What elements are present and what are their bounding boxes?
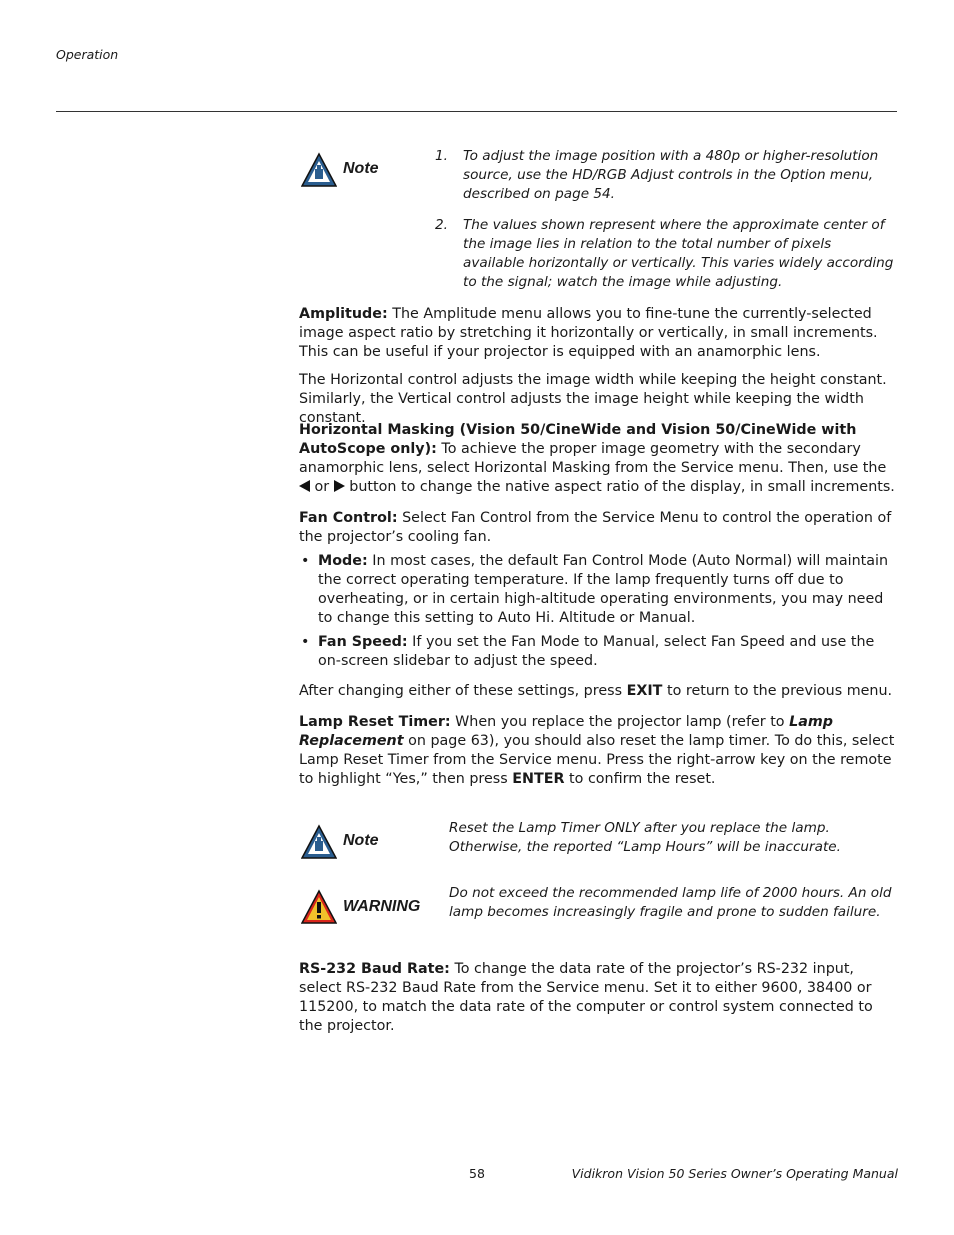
rs232-term: RS-232 Baud Rate: bbox=[299, 961, 450, 977]
fan-speed-text: If you set the Fan Mode to Manual, select Fan Speed and use the on-screen slidebar to adjust the speed. bbox=[318, 634, 875, 669]
amplitude-term: Amplitude: bbox=[299, 306, 388, 322]
page-number: 58 bbox=[469, 1166, 485, 1181]
fan-speed-term: Fan Speed: bbox=[318, 634, 408, 650]
rs232-text: To change the data rate of the projector’s RS-232 input, select RS-232 Baud Rate from the Service menu. Set it to either 9600, 38400 or 115200, to match the data rate of the computer or control system connected to the projector. bbox=[299, 961, 873, 1034]
horizontal-vertical-paragraph: The Horizontal control adjusts the image width while keeping the height constant. Similarly, the Vertical control adjusts the image height while keeping the width constant. bbox=[299, 372, 887, 426]
enter-key: ENTER bbox=[512, 771, 565, 787]
fan-control-paragraph bbox=[299, 509, 899, 547]
fan-control-term: Fan Control: bbox=[299, 510, 398, 526]
warning-label: WARNING bbox=[343, 898, 421, 915]
section-header: Operation bbox=[56, 47, 119, 62]
fan-mode-text: In most cases, the default Fan Control Mode (Auto Normal) will maintain the correct operating temperature. If the lamp frequently turns off due to overheating, or in certain high-altitude operating environments, you may need to change this setting to Auto Hi. Altitude or Manual. bbox=[318, 553, 889, 626]
bullet-dot: • bbox=[301, 634, 310, 650]
warning-text: Do not exceed the recommended lamp life of 2000 hours. An old lamp becomes increasingly fragile and prone to sudden failure. bbox=[449, 885, 892, 920]
note-item-text: The values shown represent where the approximate center of the image lies in relation to the total number of pixels available horizontally or vertically. This varies widely according to the signal; watch the image while adjusting. bbox=[463, 217, 894, 290]
note-list-1 bbox=[435, 147, 894, 292]
fan-after-text-a: After changing either of these settings, press bbox=[299, 683, 627, 699]
bullet-dot: • bbox=[301, 553, 310, 569]
note-item-text: To adjust the image position with a 480p or higher-resolution source, use the HD/RGB Adjust controls in the Option menu, described on page 54. bbox=[463, 148, 879, 202]
note-callout-2 bbox=[301, 824, 337, 864]
exit-key: EXIT bbox=[626, 683, 663, 699]
note-label-1: Note bbox=[343, 160, 379, 177]
fan-bullet-speed bbox=[299, 633, 899, 671]
horizontal-masking-text-b: button to change the native aspect ratio of the display, in small increments. bbox=[344, 479, 895, 495]
lamp-reset-paragraph bbox=[299, 713, 899, 789]
header-rule bbox=[56, 111, 897, 112]
lamp-reset-text-b: on page 63), you should also reset the lamp timer. To do this, select Lamp Reset Timer from the Service menu. Press the right-arrow key on the remote to highlight “Yes,” then press bbox=[299, 733, 895, 787]
lamp-reset-term: Lamp Reset Timer: bbox=[299, 714, 451, 730]
horizontal-masking-paragraph bbox=[299, 421, 899, 497]
note-item-number: 1. bbox=[435, 148, 448, 164]
note-callout-1 bbox=[301, 152, 337, 192]
warning-callout bbox=[301, 889, 337, 929]
amplitude-paragraph bbox=[299, 305, 899, 362]
left-arrow-icon bbox=[299, 480, 310, 492]
fan-after-text-b: to return to the previous menu. bbox=[662, 683, 893, 699]
note-item-number: 2. bbox=[435, 217, 448, 233]
note-label-2: Note bbox=[343, 832, 379, 849]
right-arrow-icon bbox=[334, 480, 345, 492]
amplitude-text: The Amplitude menu allows you to fine-tune the currently-selected image aspect ratio by stretching it horizontally or vertically, in small increments. This can be useful if your projector is equipped with an anamorphic lens. bbox=[299, 306, 878, 360]
warning-icon bbox=[301, 889, 337, 925]
lamp-replacement-link[interactable]: Lamp Replacement bbox=[299, 714, 833, 749]
horizontal-masking-or: or bbox=[310, 479, 334, 495]
lamp-reset-text-a: When you replace the projector lamp (refer to bbox=[450, 714, 790, 730]
note-item bbox=[435, 216, 894, 292]
fan-control-text: Select Fan Control from the Service Menu to control the operation of the projector’s cooling fan. bbox=[299, 510, 892, 545]
rs232-paragraph bbox=[299, 960, 899, 1036]
horizontal-masking-text-a: To achieve the proper image geometry with the secondary anamorphic lens, select Horizontal Masking from the Service menu. Then, use the bbox=[299, 441, 887, 476]
fan-bullet-mode bbox=[299, 552, 899, 628]
note-icon bbox=[301, 824, 337, 860]
note-icon bbox=[301, 152, 337, 188]
manual-title: Vidikron Vision 50 Series Owner’s Operating Manual bbox=[571, 1166, 898, 1181]
lamp-reset-text-c: to confirm the reset. bbox=[564, 771, 716, 787]
fan-mode-term: Mode: bbox=[318, 553, 368, 569]
note-item bbox=[435, 147, 894, 204]
fan-after-paragraph bbox=[299, 682, 899, 701]
horizontal-masking-term: Horizontal Masking (Vision 50/CineWide and Vision 50/CineWide with AutoScope only): bbox=[299, 422, 857, 457]
note-text-2: Reset the Lamp Timer ONLY after you replace the lamp. Otherwise, the reported “Lamp Hours” will be inaccurate. bbox=[449, 820, 841, 855]
